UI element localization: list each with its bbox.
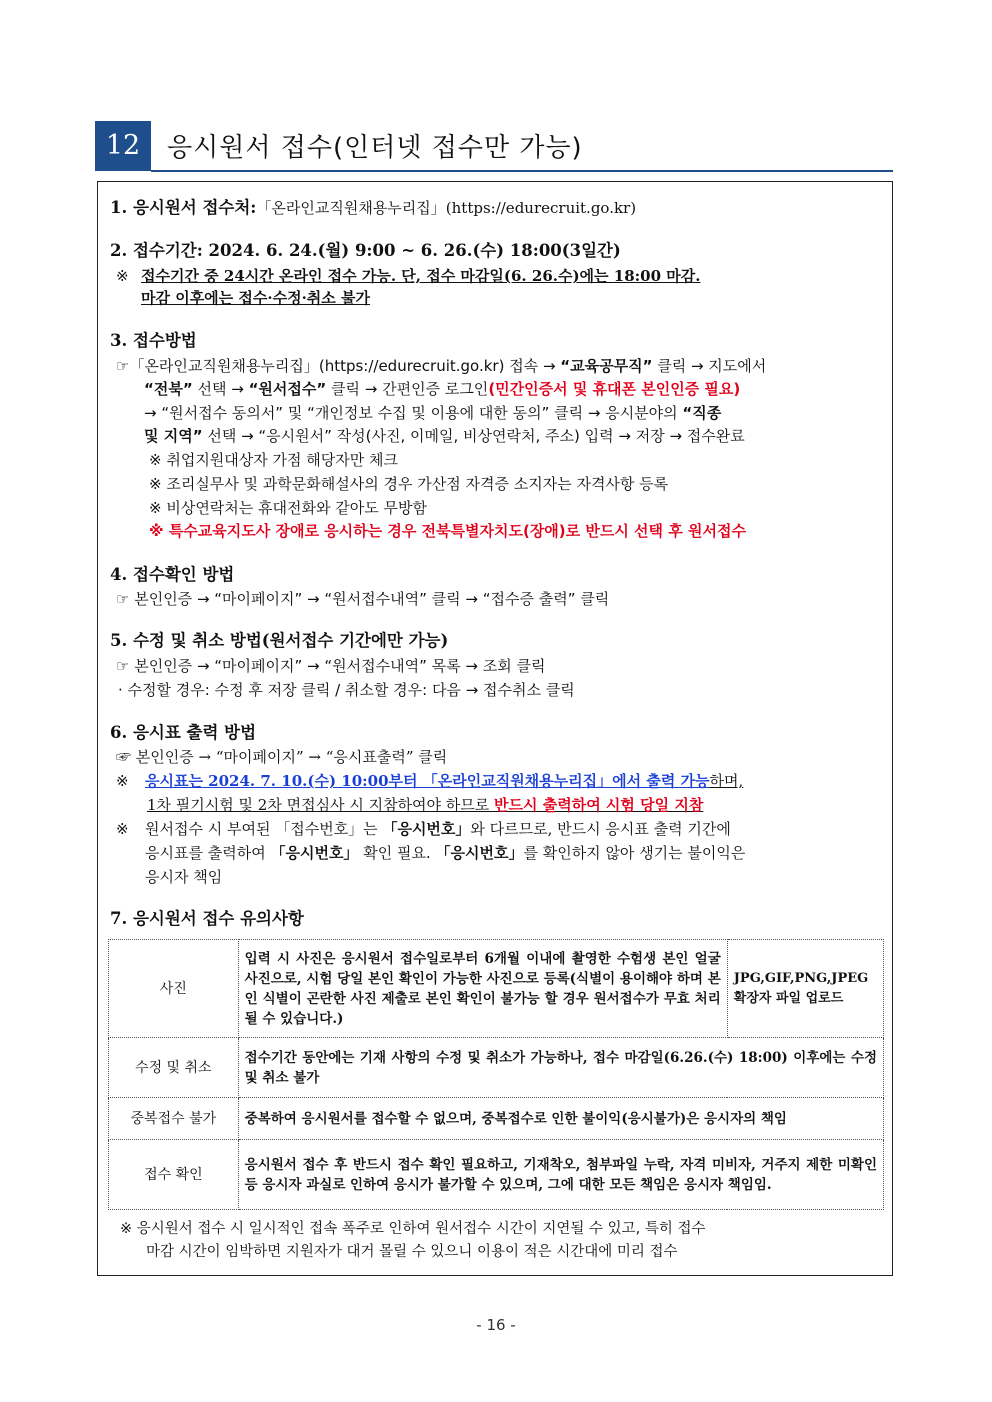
section-6-line4 — [145, 818, 731, 840]
section-1-heading: 1. 응시원서 접수처: — [110, 198, 257, 217]
section-3-note2: ※ 조리실무사 및 과학문화해설사의 경우 가산점 자격증 소지자는 자격사항 등록 — [149, 475, 669, 493]
row-text: 중복하여 응시원서를 접수할 수 없으며, 중복접수로 인한 불이익(응시불가)은 응시자의 책임 — [238, 1098, 883, 1140]
section-5-line1: ☞ 본인인증 → “마이페이지” → “원서접수내역” 목록 → 조회 클릭 — [116, 657, 546, 675]
section-3-heading: 3. 접수방법 — [110, 331, 197, 350]
section-title: 응시원서 접수(인터넷 접수만 가능) — [167, 133, 583, 163]
text-segment: 「응시번호」 — [435, 844, 524, 862]
text-segment: 원서접수 시 부여된 「접수번호」는 — [145, 820, 383, 838]
text-segment: (민간인증서 및 휴대폰 본인인증 필요) — [488, 380, 741, 398]
section-1-text: 「온라인교직원채용누리집」(https://edurecruit.go.kr) — [256, 199, 637, 217]
row-extra: JPG,GIF,PNG,JPEG 확장자 파일 업로드 — [727, 940, 883, 1038]
section-1 — [110, 197, 636, 219]
section-3-note1: ※ 취업지원대상자 가점 해당자만 체크 — [149, 451, 398, 469]
section-4-line1: ☞ 본인인증 → “마이페이지” → “원서접수내역” 클릭 → “접수증 출력” 클릭 — [116, 590, 610, 608]
section-header — [95, 121, 893, 171]
text-segment: ☞「온라인교직원채용누리집」(https://edurecruit.go.kr) 접속 → — [116, 357, 561, 375]
notes-table — [108, 939, 884, 1210]
table-row — [109, 1098, 884, 1140]
row-label: 접수 확인 — [109, 1140, 239, 1210]
section-6-line3 — [147, 794, 703, 816]
text-segment: → “원서접수 동의서” 및 “개인정보 수집 및 이용에 대한 동의” 클릭 → 응시분야의 — [144, 404, 683, 422]
section-3-note3: ※ 비상연락처는 휴대전화와 같아도 무방함 — [149, 499, 427, 517]
section-5-line2: · 수정할 경우: 수정 후 저장 클릭 / 취소할 경우: 다음 → 접수취소 클릭 — [118, 681, 575, 699]
text-segment: 및 지역” — [144, 427, 203, 445]
text-segment: “교육공무직” — [560, 357, 653, 375]
text-segment: 를 확인하지 않아 생기는 불이익은 — [523, 844, 746, 862]
text-segment: 반드시 출력하여 시험 당일 지참 — [494, 796, 704, 814]
text-segment: 확인 필요. — [358, 844, 436, 862]
section-7-heading: 7. 응시원서 접수 유의사항 — [110, 909, 304, 928]
text-segment: “원서접수” — [248, 380, 327, 398]
section-6-line2 — [145, 770, 743, 792]
text-segment: 선택 → — [192, 380, 249, 398]
text-segment: 하며, — [709, 772, 744, 790]
section-3-line1 — [116, 355, 766, 377]
text-segment: 와 다르므로, 반드시 응시표 출력 기간에 — [470, 820, 731, 838]
row-label: 수정 및 취소 — [109, 1038, 239, 1098]
section-2-note-line1: 접수기간 중 24시간 온라인 접수 가능. 단, 접수 마감일(6. 26.수)에는 18:00 마감. — [141, 267, 701, 285]
section-3-note4: ※ 특수교육지도사 장애로 응시하는 경우 전북특별자치도(장애)로 반드시 선택 후 원서접수 — [149, 522, 746, 540]
text-segment: “전북” — [144, 380, 193, 398]
section-3-line3 — [144, 402, 721, 424]
table-row — [109, 1140, 884, 1210]
text-segment: “직종 — [682, 404, 722, 422]
text-segment: 1차 필기시험 및 2차 면접심사 시 지참하여야 하므로 — [147, 796, 495, 814]
section-6-mark2: ※ — [116, 820, 129, 838]
footnote-line1: ※ 응시원서 접수 시 일시적인 접속 폭주로 인하여 원서접수 시간이 지연될 수 있고, 특히 접수 — [120, 1221, 706, 1237]
section-number: 12 — [95, 121, 151, 171]
row-text: 입력 시 사진은 응시원서 접수일로부터 6개월 이내에 촬영한 수험생 본인 얼굴 사진으로, 시험 당일 본인 확인이 가능한 사진으로 등록(식별이 용이해야 하며 본인 식별이 곤란한 사진 제출로 본인 확인이 불가능 할 경우 원서접수가 무효 처리될 수 있습니다.) — [238, 940, 727, 1038]
row-label: 사진 — [109, 940, 239, 1038]
section-5-heading: 5. 수정 및 취소 방법(원서접수 기간에만 가능) — [110, 631, 449, 650]
section-6-mark1: ※ — [116, 772, 129, 790]
text-segment: 선택 → “응시원서” 작성(사진, 이메일, 비상연락처, 주소) 입력 → 저장 → 접수완료 — [202, 427, 745, 445]
text-segment: 응시표는 2024. 7. 10.(수) 10:00부터 「온라인교직원채용누리집」에서 출력 가능 — [145, 772, 710, 790]
footnote-line2: 마감 시간이 임박하면 지원자가 대거 몰릴 수 있으니 이용이 적은 시간대에 미리 접수 — [146, 1244, 678, 1260]
section-6-line5 — [145, 842, 745, 864]
table-row — [109, 940, 884, 1038]
text-segment: 「응시번호」 — [270, 844, 359, 862]
section-6-heading: 6. 응시표 출력 방법 — [110, 723, 257, 742]
section-2-note-line2: 마감 이후에는 접수·수정·취소 불가 — [141, 289, 370, 307]
section-2-heading: 2. 접수기간: 2024. 6. 24.(월) 9:00 ~ 6. 26.(수) 18:00(3일간) — [110, 241, 621, 260]
table-row — [109, 1038, 884, 1098]
section-4-heading: 4. 접수확인 방법 — [110, 565, 235, 584]
section-3-line2 — [144, 378, 740, 400]
page-number: - 16 - — [476, 1316, 516, 1334]
text-segment: 클릭 → 간편인증 로그인 — [326, 380, 489, 398]
section-6-line6: 응시자 책임 — [145, 868, 223, 886]
section-3-line4 — [144, 425, 745, 447]
text-segment: 「응시번호」 — [382, 820, 471, 838]
section-6-line1: ☞ 본인인증 → “마이페이지” → “응시표출력” 클릭 — [116, 748, 448, 766]
row-text: 응시원서 접수 후 반드시 접수 확인 필요하고, 기재착오, 첨부파일 누락, 자격 미비자, 거주지 제한 미확인 등 응시자 과실로 인하여 응시가 불가할 수 있으며, 그에 대한 모든 책임은 응시자 책임임. — [238, 1140, 883, 1210]
row-text: 접수기간 동안에는 기재 사항의 수정 및 취소가 가능하나, 접수 마감일(6.26.(수) 18:00) 이후에는 수정 및 취소 불가 — [238, 1038, 883, 1098]
text-segment: 클릭 → 지도에서 — [652, 357, 767, 375]
header-rule — [151, 170, 893, 172]
text-segment: 응시표를 출력하여 — [145, 844, 271, 862]
section-2-note-mark: ※ — [116, 267, 129, 285]
row-label: 중복접수 불가 — [109, 1098, 239, 1140]
